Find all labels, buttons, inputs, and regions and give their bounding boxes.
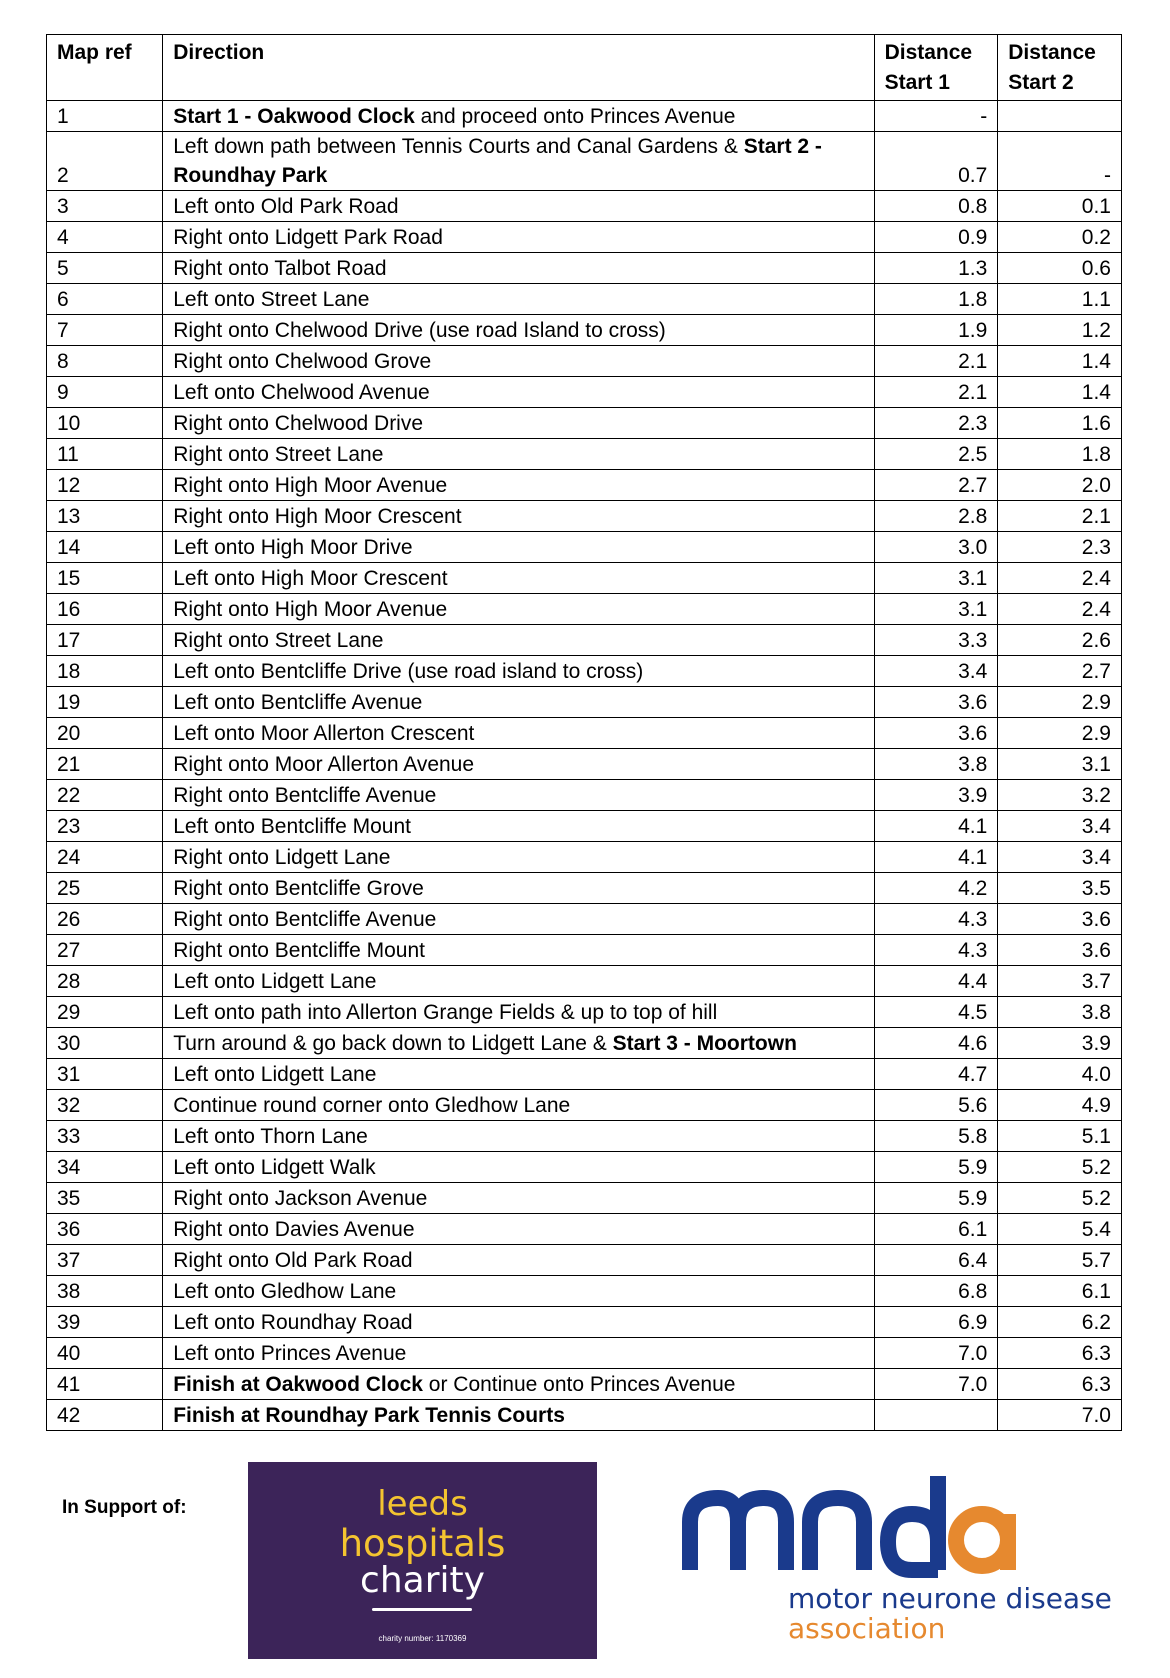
direction-cell (163, 315, 874, 346)
table-row (47, 439, 1122, 470)
distance-start-2-cell: 6.3 (998, 1338, 1122, 1369)
distance-start-2-cell: 2.4 (998, 563, 1122, 594)
table-row (47, 656, 1122, 687)
direction-cell (163, 718, 874, 749)
map-ref-cell: 29 (47, 997, 163, 1028)
direction-cell (163, 191, 874, 222)
direction-text: Left onto Thorn Lane (173, 1125, 368, 1148)
distance-start-1-cell: 3.3 (874, 625, 998, 656)
direction-text: Start 2 - Roundhay Park (173, 135, 822, 187)
distance-start-1-cell: 6.8 (874, 1276, 998, 1307)
direction-cell (163, 101, 874, 132)
direction-cell (163, 625, 874, 656)
distance-start-1-cell: 4.3 (874, 935, 998, 966)
map-ref-cell: 19 (47, 687, 163, 718)
header-distance-start-2-line1: Distance (1008, 41, 1096, 64)
table-row (47, 1400, 1122, 1431)
distance-start-2-cell: 3.4 (998, 842, 1122, 873)
distance-start-2-cell: 3.4 (998, 811, 1122, 842)
header-distance-start-1-line1: Distance (884, 41, 973, 64)
distance-start-1-cell: 3.0 (874, 532, 998, 563)
direction-text: Left onto Lidgett Walk (173, 1156, 376, 1179)
map-ref-cell: 10 (47, 408, 163, 439)
table-row (47, 101, 1122, 132)
table-row (47, 408, 1122, 439)
distance-start-2-cell: 5.2 (998, 1183, 1122, 1214)
distance-start-2-cell: 2.9 (998, 718, 1122, 749)
map-ref-cell: 27 (47, 935, 163, 966)
table-row (47, 625, 1122, 656)
distance-start-1-cell: 4.4 (874, 966, 998, 997)
direction-text: Finish at Oakwood Clock (173, 1373, 423, 1396)
direction-text: Right onto Chelwood Drive (173, 412, 424, 435)
map-ref-cell: 24 (47, 842, 163, 873)
distance-start-2-cell: 3.6 (998, 904, 1122, 935)
distance-start-1-cell: 2.1 (874, 346, 998, 377)
distance-start-1-cell: 2.1 (874, 377, 998, 408)
direction-cell (163, 439, 874, 470)
map-ref-cell: 33 (47, 1121, 163, 1152)
direction-cell (163, 501, 874, 532)
mnda-letters-mark (680, 1470, 1020, 1580)
distance-start-1-cell: 1.9 (874, 315, 998, 346)
route-directions-table (46, 34, 1122, 1431)
direction-text: Left onto Roundhay Road (173, 1311, 413, 1334)
map-ref-cell: 8 (47, 346, 163, 377)
table-row (47, 132, 1122, 191)
direction-cell (163, 1152, 874, 1183)
map-ref-cell: 5 (47, 253, 163, 284)
direction-text: Right onto Street Lane (173, 443, 384, 466)
distance-start-2-cell: 1.4 (998, 346, 1122, 377)
distance-start-1-cell: 4.1 (874, 811, 998, 842)
distance-start-2-cell: 1.8 (998, 439, 1122, 470)
table-row (47, 253, 1122, 284)
distance-start-2-cell: 3.5 (998, 873, 1122, 904)
table-row (47, 749, 1122, 780)
direction-cell (163, 1245, 874, 1276)
map-ref-cell: 31 (47, 1059, 163, 1090)
map-ref-cell: 34 (47, 1152, 163, 1183)
distance-start-1-cell: 4.6 (874, 1028, 998, 1059)
direction-cell (163, 1183, 874, 1214)
header-distance-start-2-line2: Start 2 (1008, 71, 1074, 94)
distance-start-1-cell: 0.7 (874, 132, 998, 191)
direction-cell (163, 1090, 874, 1121)
table-row (47, 346, 1122, 377)
direction-cell (163, 1276, 874, 1307)
distance-start-1-cell: 2.8 (874, 501, 998, 532)
distance-start-1-cell: 6.4 (874, 1245, 998, 1276)
distance-start-2-cell: 5.4 (998, 1214, 1122, 1245)
map-ref-cell: 25 (47, 873, 163, 904)
direction-text: Left onto path into Allerton Grange Fields & up to top of hill (173, 1001, 718, 1024)
direction-text: Left onto Chelwood Avenue (173, 381, 430, 404)
distance-start-2-cell: 2.7 (998, 656, 1122, 687)
map-ref-cell: 9 (47, 377, 163, 408)
table-row (47, 873, 1122, 904)
distance-start-2-cell: 1.6 (998, 408, 1122, 439)
header-direction: Direction (163, 35, 874, 101)
direction-text: Right onto Chelwood Drive (use road Island to cross) (173, 319, 666, 342)
leeds-logo-underline (372, 1608, 472, 1611)
distance-start-1-cell: 4.2 (874, 873, 998, 904)
direction-cell (163, 1059, 874, 1090)
direction-text: Left onto Moor Allerton Crescent (173, 722, 475, 745)
direction-text: Right onto Bentcliffe Mount (173, 939, 425, 962)
distance-start-1-cell: 4.1 (874, 842, 998, 873)
direction-cell (163, 1121, 874, 1152)
distance-start-2-cell: 3.6 (998, 935, 1122, 966)
map-ref-cell: 16 (47, 594, 163, 625)
leeds-logo-line1: leeds (377, 1484, 468, 1524)
distance-start-1-cell: 3.6 (874, 718, 998, 749)
table-row (47, 284, 1122, 315)
table-row (47, 1028, 1122, 1059)
table-row (47, 1369, 1122, 1400)
distance-start-2-cell: 6.3 (998, 1369, 1122, 1400)
distance-start-1-cell: 0.8 (874, 191, 998, 222)
map-ref-cell: 2 (47, 132, 163, 191)
table-row (47, 563, 1122, 594)
direction-text: Left onto Princes Avenue (173, 1342, 407, 1365)
table-row (47, 1338, 1122, 1369)
table-row (47, 1245, 1122, 1276)
direction-cell (163, 687, 874, 718)
leeds-logo-line3: charity (360, 1560, 485, 1601)
distance-start-2-cell: 1.1 (998, 284, 1122, 315)
distance-start-2-cell: 3.7 (998, 966, 1122, 997)
direction-text: Left onto Lidgett Lane (173, 1063, 377, 1086)
distance-start-2-cell: 2.0 (998, 470, 1122, 501)
distance-start-2-cell: 3.2 (998, 780, 1122, 811)
direction-text: Right onto Davies Avenue (173, 1218, 415, 1241)
map-ref-cell: 26 (47, 904, 163, 935)
direction-text: Right onto High Moor Avenue (173, 598, 448, 621)
distance-start-1-cell: - (874, 101, 998, 132)
distance-start-2-cell: 2.4 (998, 594, 1122, 625)
distance-start-2-cell: 6.2 (998, 1307, 1122, 1338)
distance-start-1-cell: 3.1 (874, 594, 998, 625)
map-ref-cell: 39 (47, 1307, 163, 1338)
mnda-logo (680, 1470, 1120, 1660)
map-ref-cell: 4 (47, 222, 163, 253)
map-ref-cell: 20 (47, 718, 163, 749)
direction-text: Left onto Old Park Road (173, 195, 399, 218)
table-row (47, 594, 1122, 625)
map-ref-cell: 35 (47, 1183, 163, 1214)
distance-start-1-cell: 5.9 (874, 1183, 998, 1214)
direction-text: Left onto Gledhow Lane (173, 1280, 397, 1303)
distance-start-1-cell: 3.6 (874, 687, 998, 718)
direction-cell (163, 656, 874, 687)
distance-start-1-cell: 1.8 (874, 284, 998, 315)
distance-start-1-cell: 3.8 (874, 749, 998, 780)
table-row (47, 997, 1122, 1028)
leeds-logo-charity-number: charity number: 1170369 (378, 1634, 467, 1643)
direction-text: Right onto Moor Allerton Avenue (173, 753, 475, 776)
direction-text: Turn around & go back down to Lidgett Lane & (173, 1032, 613, 1055)
direction-cell (163, 1214, 874, 1245)
map-ref-cell: 17 (47, 625, 163, 656)
distance-start-2-cell: 2.1 (998, 501, 1122, 532)
map-ref-cell: 18 (47, 656, 163, 687)
distance-start-2-cell: 7.0 (998, 1400, 1122, 1431)
table-header-row (47, 35, 1122, 101)
distance-start-1-cell (874, 1400, 998, 1431)
direction-text: Right onto Street Lane (173, 629, 384, 652)
direction-cell (163, 222, 874, 253)
direction-cell (163, 563, 874, 594)
map-ref-cell: 7 (47, 315, 163, 346)
map-ref-cell: 38 (47, 1276, 163, 1307)
distance-start-1-cell: 5.9 (874, 1152, 998, 1183)
direction-cell (163, 253, 874, 284)
direction-text: Right onto Old Park Road (173, 1249, 413, 1272)
table-row (47, 842, 1122, 873)
table-row (47, 904, 1122, 935)
direction-text: Right onto Bentcliffe Grove (173, 877, 424, 900)
map-ref-cell: 30 (47, 1028, 163, 1059)
direction-text: Right onto High Moor Crescent (173, 505, 462, 528)
direction-cell (163, 594, 874, 625)
distance-start-1-cell: 5.6 (874, 1090, 998, 1121)
direction-text: Left onto Street Lane (173, 288, 370, 311)
distance-start-1-cell: 6.1 (874, 1214, 998, 1245)
table-row (47, 780, 1122, 811)
direction-cell (163, 408, 874, 439)
map-ref-cell: 12 (47, 470, 163, 501)
map-ref-cell: 22 (47, 780, 163, 811)
distance-start-1-cell: 2.5 (874, 439, 998, 470)
direction-text: Start 1 - Oakwood Clock (173, 105, 415, 128)
map-ref-cell: 28 (47, 966, 163, 997)
direction-text: Left onto Bentcliffe Drive (use road island to cross) (173, 660, 644, 683)
table-row (47, 1152, 1122, 1183)
table-row (47, 811, 1122, 842)
map-ref-cell: 6 (47, 284, 163, 315)
direction-text: Left onto High Moor Drive (173, 536, 413, 559)
direction-cell (163, 470, 874, 501)
map-ref-cell: 41 (47, 1369, 163, 1400)
direction-text: Left onto Bentcliffe Mount (173, 815, 412, 838)
table-row (47, 222, 1122, 253)
direction-cell (163, 904, 874, 935)
route-table-body (47, 101, 1122, 1431)
distance-start-2-cell (998, 101, 1122, 132)
distance-start-2-cell: 6.1 (998, 1276, 1122, 1307)
distance-start-2-cell: 5.7 (998, 1245, 1122, 1276)
direction-cell (163, 780, 874, 811)
distance-start-1-cell: 4.5 (874, 997, 998, 1028)
table-row (47, 1183, 1122, 1214)
table-row (47, 966, 1122, 997)
distance-start-2-cell: 3.9 (998, 1028, 1122, 1059)
direction-cell (163, 1338, 874, 1369)
direction-cell (163, 749, 874, 780)
direction-text: Right onto Bentcliffe Avenue (173, 908, 437, 931)
table-row (47, 191, 1122, 222)
direction-text: Right onto Chelwood Grove (173, 350, 432, 373)
mnda-logo-line2: association (788, 1612, 946, 1645)
direction-text: Left onto Lidgett Lane (173, 970, 377, 993)
table-row (47, 1121, 1122, 1152)
in-support-of-label: In Support of: (62, 1497, 187, 1518)
map-ref-cell: 32 (47, 1090, 163, 1121)
distance-start-1-cell: 7.0 (874, 1338, 998, 1369)
table-row (47, 532, 1122, 563)
map-ref-cell: 42 (47, 1400, 163, 1431)
direction-cell (163, 1400, 874, 1431)
distance-start-2-cell: 0.1 (998, 191, 1122, 222)
header-distance-start-1 (874, 35, 998, 101)
direction-text: Right onto Jackson Avenue (173, 1187, 428, 1210)
map-ref-cell: 11 (47, 439, 163, 470)
direction-cell (163, 346, 874, 377)
distance-start-1-cell: 3.1 (874, 563, 998, 594)
distance-start-2-cell: 3.8 (998, 997, 1122, 1028)
direction-cell (163, 873, 874, 904)
direction-cell (163, 532, 874, 563)
table-row (47, 1276, 1122, 1307)
distance-start-2-cell: 5.2 (998, 1152, 1122, 1183)
distance-start-1-cell: 0.9 (874, 222, 998, 253)
direction-text: Right onto Bentcliffe Avenue (173, 784, 437, 807)
distance-start-2-cell: 1.4 (998, 377, 1122, 408)
map-ref-cell: 21 (47, 749, 163, 780)
distance-start-1-cell: 4.7 (874, 1059, 998, 1090)
distance-start-2-cell: 2.3 (998, 532, 1122, 563)
direction-text: and proceed onto Princes Avenue (414, 105, 736, 128)
distance-start-1-cell: 5.8 (874, 1121, 998, 1152)
leeds-hospitals-charity-logo (248, 1462, 597, 1659)
header-map-ref: Map ref (47, 35, 163, 101)
distance-start-2-cell: 2.6 (998, 625, 1122, 656)
direction-text: Left onto Bentcliffe Avenue (173, 691, 423, 714)
distance-start-1-cell: 6.9 (874, 1307, 998, 1338)
distance-start-2-cell: 0.6 (998, 253, 1122, 284)
direction-cell (163, 811, 874, 842)
map-ref-cell: 3 (47, 191, 163, 222)
direction-text: Left onto High Moor Crescent (173, 567, 448, 590)
direction-cell (163, 935, 874, 966)
table-row (47, 470, 1122, 501)
direction-text: Right onto Talbot Road (173, 257, 387, 280)
map-ref-cell: 1 (47, 101, 163, 132)
distance-start-1-cell: 3.9 (874, 780, 998, 811)
direction-text: Finish at Roundhay Park Tennis Courts (173, 1404, 565, 1427)
distance-start-1-cell: 4.3 (874, 904, 998, 935)
direction-text: or Continue onto Princes Avenue (422, 1373, 736, 1396)
table-row (47, 1214, 1122, 1245)
direction-cell (163, 997, 874, 1028)
map-ref-cell: 36 (47, 1214, 163, 1245)
direction-text: Start 3 - Moortown (612, 1032, 797, 1055)
distance-start-2-cell: 1.2 (998, 315, 1122, 346)
header-distance-start-2 (998, 35, 1122, 101)
distance-start-1-cell: 1.3 (874, 253, 998, 284)
distance-start-2-cell: 0.2 (998, 222, 1122, 253)
distance-start-2-cell: 4.9 (998, 1090, 1122, 1121)
distance-start-2-cell: 5.1 (998, 1121, 1122, 1152)
direction-cell (163, 377, 874, 408)
header-distance-start-1-line2: Start 1 (884, 71, 950, 94)
direction-text: Right onto Lidgett Park Road (173, 226, 443, 249)
table-row (47, 1307, 1122, 1338)
direction-text: Continue round corner onto Gledhow Lane (173, 1094, 571, 1117)
direction-cell (163, 966, 874, 997)
direction-text: Right onto High Moor Avenue (173, 474, 448, 497)
map-ref-cell: 15 (47, 563, 163, 594)
distance-start-1-cell: 2.7 (874, 470, 998, 501)
table-row (47, 315, 1122, 346)
direction-cell (163, 132, 874, 191)
direction-text: Left down path between Tennis Courts and Canal Gardens & (173, 135, 744, 158)
direction-cell (163, 284, 874, 315)
map-ref-cell: 14 (47, 532, 163, 563)
direction-cell (163, 842, 874, 873)
distance-start-1-cell: 3.4 (874, 656, 998, 687)
table-row (47, 935, 1122, 966)
direction-text: Right onto Lidgett Lane (173, 846, 391, 869)
map-ref-cell: 13 (47, 501, 163, 532)
map-ref-cell: 23 (47, 811, 163, 842)
distance-start-2-cell: - (998, 132, 1122, 191)
direction-cell (163, 1028, 874, 1059)
leeds-logo-line2: hospitals (339, 1522, 506, 1565)
mnda-logo-line1: motor neurone disease (788, 1582, 1112, 1615)
map-ref-cell: 40 (47, 1338, 163, 1369)
distance-start-1-cell: 7.0 (874, 1369, 998, 1400)
table-row (47, 377, 1122, 408)
distance-start-2-cell: 2.9 (998, 687, 1122, 718)
table-row (47, 687, 1122, 718)
map-ref-cell: 37 (47, 1245, 163, 1276)
table-row (47, 501, 1122, 532)
distance-start-2-cell: 4.0 (998, 1059, 1122, 1090)
table-row (47, 1059, 1122, 1090)
distance-start-1-cell: 2.3 (874, 408, 998, 439)
direction-cell (163, 1307, 874, 1338)
table-row (47, 718, 1122, 749)
table-row (47, 1090, 1122, 1121)
distance-start-2-cell: 3.1 (998, 749, 1122, 780)
direction-cell (163, 1369, 874, 1400)
